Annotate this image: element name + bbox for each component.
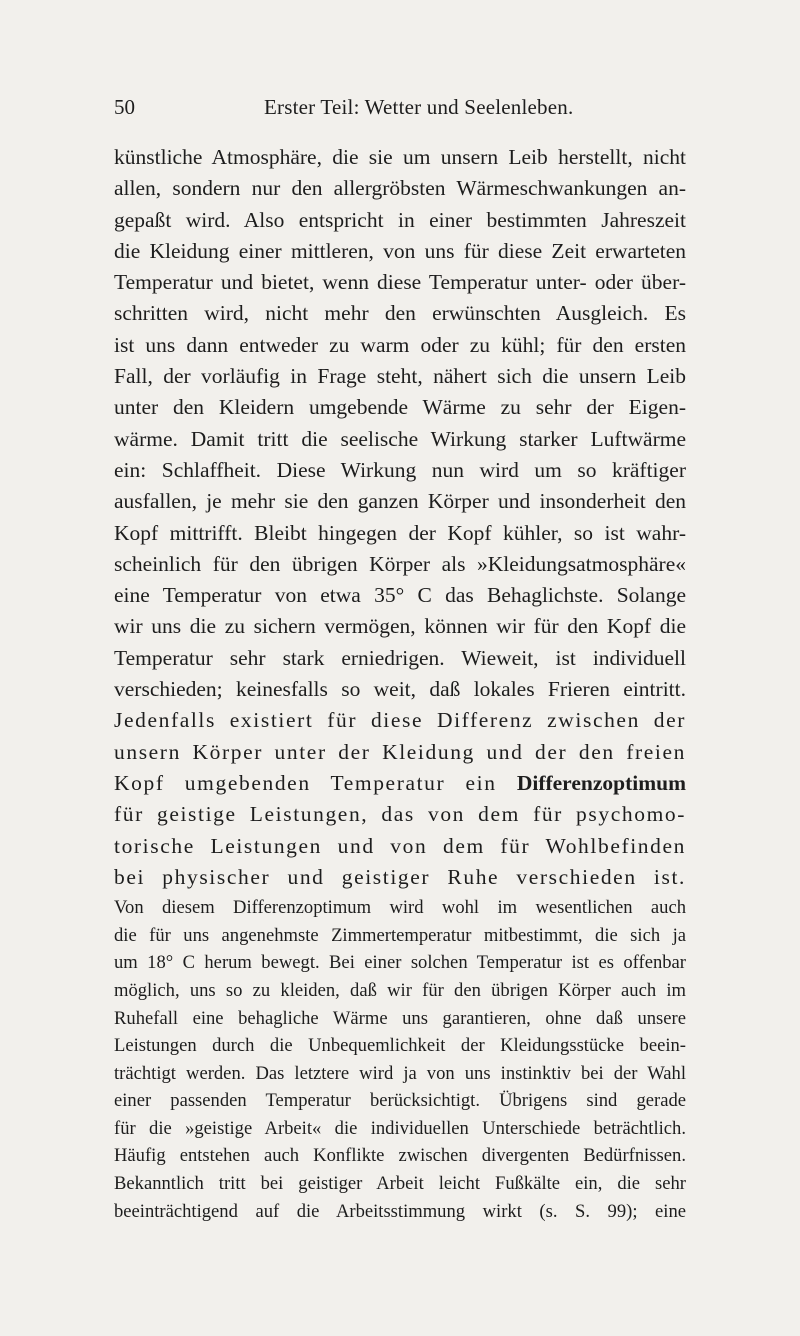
text-line: scheinlich für den übrigen Körper als »Kleidungsatmosphäre« [114, 551, 686, 576]
running-title: Erster Teil: Wetter und Seelenleben. [264, 95, 574, 119]
small-text-line: für die »geistige Arbeit« die individuellen Unterschiede beträchtlich. [114, 1117, 686, 1139]
emphasized-text-line: unsern Körper unter der Kleidung und der den freien [114, 739, 686, 764]
page-header [114, 92, 674, 122]
text-line: verschieden; keinesfalls so weit, daß lokales Frieren eintritt. [114, 677, 686, 702]
small-text-line: möglich, uns so zu kleiden, daß wir für den übrigen Körper auch im [114, 979, 686, 1001]
small-text-line: Ruhefall eine behagliche Wärme uns garantieren, ohne daß unsere [114, 1007, 686, 1029]
emphasized-text-line: Jedenfalls existiert für diese Differenz zwischen der [114, 708, 686, 733]
text-line: Temperatur sehr stark erniedrigen. Wieweit, ist individuell [114, 645, 686, 670]
text-line: künstliche Atmosphäre, die sie um unsern Leib herstellt, nicht [114, 145, 686, 169]
emphasized-text-fragment: Kopf umgebenden Temperatur ein [114, 770, 497, 795]
small-text-line: Leistungen durch die Unbequemlichkeit der Kleidungsstücke beein- [114, 1035, 686, 1057]
emphasized-text-line: torische Leistungen und von dem für Wohlbefinden [114, 833, 686, 858]
text-line: ist uns dann entweder zu warm oder zu kühl; für den ersten [114, 332, 686, 357]
small-text-line: Häufig entstehen auch Konflikte zwischen divergenten Bedürfnissen. [114, 1145, 686, 1167]
small-text-line: trächtigt werden. Das letztere wird ja von uns instinktiv bei der Wahl [114, 1062, 686, 1084]
emphasized-text-line: bei physischer und geistiger Ruhe verschieden ist. [114, 864, 686, 889]
small-text-line: um 18° C herum bewegt. Bei einer solchen Temperatur ist es offenbar [114, 952, 686, 974]
text-line: allen, sondern nur den allergröbsten Wärmeschwankungen an- [114, 176, 686, 201]
text-line: wärme. Damit tritt die seelische Wirkung starker Luftwärme [114, 426, 686, 451]
paragraph-small-print [114, 894, 686, 1225]
text-line: die Kleidung einer mittleren, von uns für diese Zeit erwarteten [114, 238, 686, 263]
text-line: Fall, der vorläufig in Frage steht, nähert sich die unsern Leib [114, 364, 686, 389]
paragraph-main [114, 142, 686, 893]
emphasized-text-line: für geistige Leistungen, das von dem für psychomo- [114, 802, 686, 827]
small-text-line: beeinträchtigend auf die Arbeitsstimmung wirkt (s. S. 99); eine [114, 1200, 686, 1222]
page-number: 50 [114, 95, 135, 119]
text-line: gepaßt wird. Also entspricht in einer bestimmten Jahreszeit [114, 207, 686, 232]
bold-term-differenzoptimum: Differenzoptimum [516, 770, 686, 795]
text-line: schritten wird, nicht mehr den erwünschten Ausgleich. Es [114, 301, 686, 326]
text-line: ein: Schlaffheit. Diese Wirkung nun wird um so kräftiger [114, 457, 686, 482]
small-text-line: die für uns angenehmste Zimmertemperatur mitbestimmt, die sich ja [114, 924, 686, 946]
text-line: ausfallen, je mehr sie den ganzen Körper und insonderheit den [114, 489, 686, 514]
text-line: Kopf mittrifft. Bleibt hingegen der Kopf kühler, so ist wahr- [114, 520, 686, 545]
text-line: wir uns die zu sichern vermögen, können wir für den Kopf die [114, 614, 686, 639]
emphasized-text-line [114, 768, 686, 799]
text-line: unter den Kleidern umgebende Wärme zu sehr der Eigen- [114, 395, 686, 420]
text-line: Temperatur und bietet, wenn diese Temperatur unter- oder über- [114, 270, 686, 295]
small-text-line: einer passenden Temperatur berücksichtigt. Übrigens sind gerade [114, 1090, 686, 1112]
body-text [114, 142, 686, 1225]
small-text-line: Bekanntlich tritt bei geistiger Arbeit leicht Fußkälte ein, die sehr [114, 1173, 686, 1195]
small-text-line: Von diesem Differenzoptimum wird wohl im wesentlichen auch [114, 897, 686, 919]
text-line: eine Temperatur von etwa 35° C das Behaglichste. Solange [114, 583, 686, 608]
